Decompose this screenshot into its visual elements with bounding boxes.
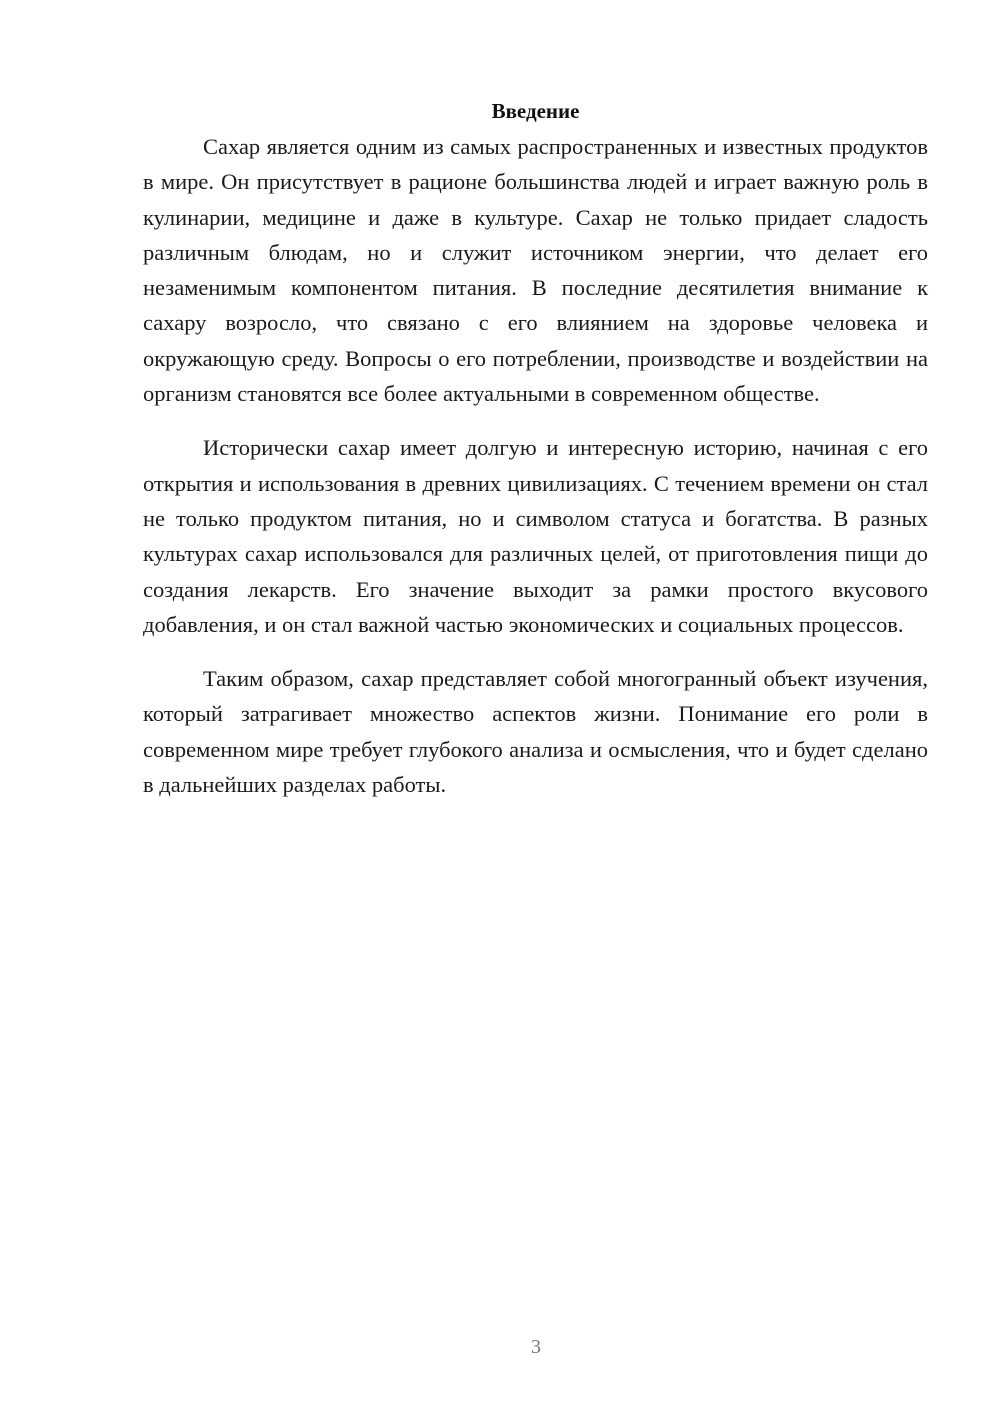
page-content	[143, 96, 928, 821]
paragraph-2: Исторически сахар имеет долгую и интересную историю, начиная с его открытия и использования в древних цивилизациях. С течением времени он стал не только продуктом питания, но и символом статуса и богатства. В разных культурах сахар использовался для различных целей, от приготовления пищи до создания лекарств. Его значение выходит за рамки простого вкусового добавления, и он стал важной частью экономических и социальных процессов.	[143, 435, 928, 637]
paragraph-1: Сахар является одним из самых распространенных и известных продуктов в мире. Он присутствует в рационе большинства людей и играет важную роль в кулинарии, медицине и даже в культуре. Сахар не только придает сладость различным блюдам, но и служит источником энергии, что делает его незаменимым компонентом питания. В последние десятилетия внимание к сахару возросло, что связано с его влиянием на здоровье человека и окружающую среду. Вопросы о его потреблении, производстве и воздействии на организм становятся все более актуальными в современном обществе.	[143, 134, 928, 407]
paragraph-3: Таким образом, сахар представляет собой многогранный объект изучения, который затрагивает множество аспектов жизни. Понимание его роли в современном мире требует глубокого анализа и осмысления, что и будет сделано в дальнейших разделах работы.	[143, 666, 928, 798]
page-number: 3	[531, 1336, 541, 1358]
section-title: Введение	[491, 99, 580, 123]
